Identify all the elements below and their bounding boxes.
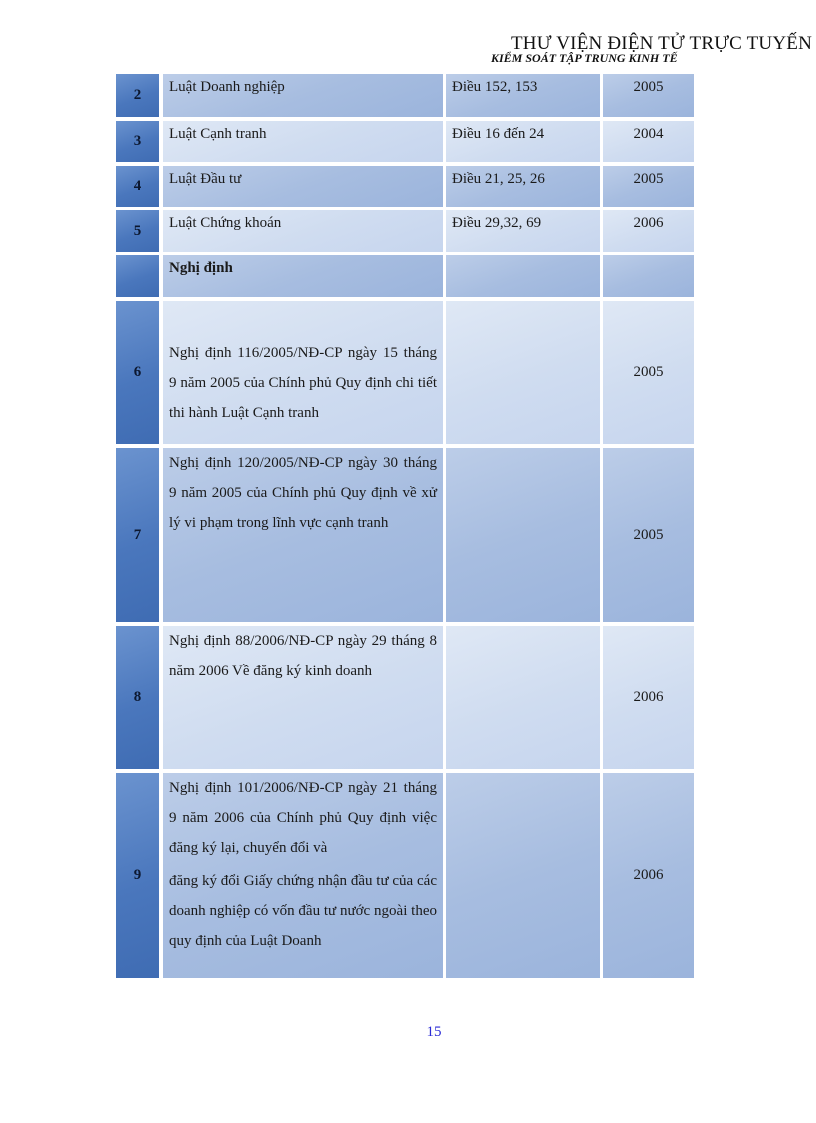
year: 2005 — [603, 74, 694, 117]
page-number: 15 — [426, 1024, 442, 1040]
year: 2006 — [603, 626, 694, 769]
year: 2006 — [603, 210, 694, 252]
article-range — [446, 301, 600, 444]
row-number: 7 — [116, 448, 159, 622]
article-range: Điều 21, 25, 26 — [446, 166, 600, 207]
row-number: 3 — [116, 121, 159, 162]
table-row — [0, 626, 816, 769]
article-range: Điều 152, 153 — [446, 74, 600, 117]
document-name: Nghị định 120/2005/NĐ-CP ngày 30 tháng 9 năm 2005 của Chính phủ Quy định về xử lý vi phạm trong lĩnh vực cạnh tranh — [163, 448, 443, 622]
table-row — [0, 74, 816, 117]
document-name — [163, 773, 443, 978]
document-name: Luật Cạnh tranh — [163, 121, 443, 162]
table-row — [0, 255, 816, 297]
row-number: 9 — [116, 773, 159, 978]
table-row — [0, 773, 816, 978]
year: 2005 — [603, 166, 694, 207]
year: 2004 — [603, 121, 694, 162]
document-name-part: Nghị định 101/2006/NĐ-CP ngày 21 tháng 9 năm 2006 của Chính phủ Quy định việc đăng ký lại, chuyển đổi và — [169, 780, 437, 856]
document-name: Luật Doanh nghiệp — [163, 74, 443, 117]
article-range: Điều 16 đến 24 — [446, 121, 600, 162]
table-row — [0, 166, 816, 207]
year: 2005 — [603, 448, 694, 622]
row-number: 2 — [116, 74, 159, 117]
section-heading: Nghị định — [163, 255, 443, 297]
row-number: 6 — [116, 301, 159, 444]
article-range — [446, 773, 600, 978]
year: 2005 — [603, 301, 694, 444]
article-range: Điều 29,32, 69 — [446, 210, 600, 252]
table-row — [0, 121, 816, 162]
table-row — [0, 448, 816, 622]
document-name: Nghị định 88/2006/NĐ-CP ngày 29 tháng 8 năm 2006 Về đăng ký kinh doanh — [163, 626, 443, 769]
site-title: THƯ VIỆN ĐIỆN TỬ TRỰC TUYẾN — [510, 33, 812, 54]
document-name: Luật Đầu tư — [163, 166, 443, 207]
row-number — [116, 255, 159, 297]
row-number: 5 — [116, 210, 159, 252]
article-range — [446, 626, 600, 769]
article-range — [446, 255, 600, 297]
document-name: Luật Chứng khoán — [163, 210, 443, 252]
document-name-part: đăng ký đổi Giấy chứng nhận đầu tư của các doanh nghiệp có vốn đầu tư nước ngoài theo quy định của Luật Doanh — [169, 873, 437, 949]
year: 2006 — [603, 773, 694, 978]
document-subtitle: KIỂM SOÁT TẬP TRUNG KINH TẾ — [491, 51, 678, 65]
row-number: 8 — [116, 626, 159, 769]
document-name: Nghị định 116/2005/NĐ-CP ngày 15 tháng 9 năm 2005 của Chính phủ Quy định chi tiết thi hành Luật Cạnh tranh — [163, 301, 443, 444]
table-row — [0, 210, 816, 252]
article-range — [446, 448, 600, 622]
table-row — [0, 301, 816, 444]
row-number: 4 — [116, 166, 159, 207]
year — [603, 255, 694, 297]
